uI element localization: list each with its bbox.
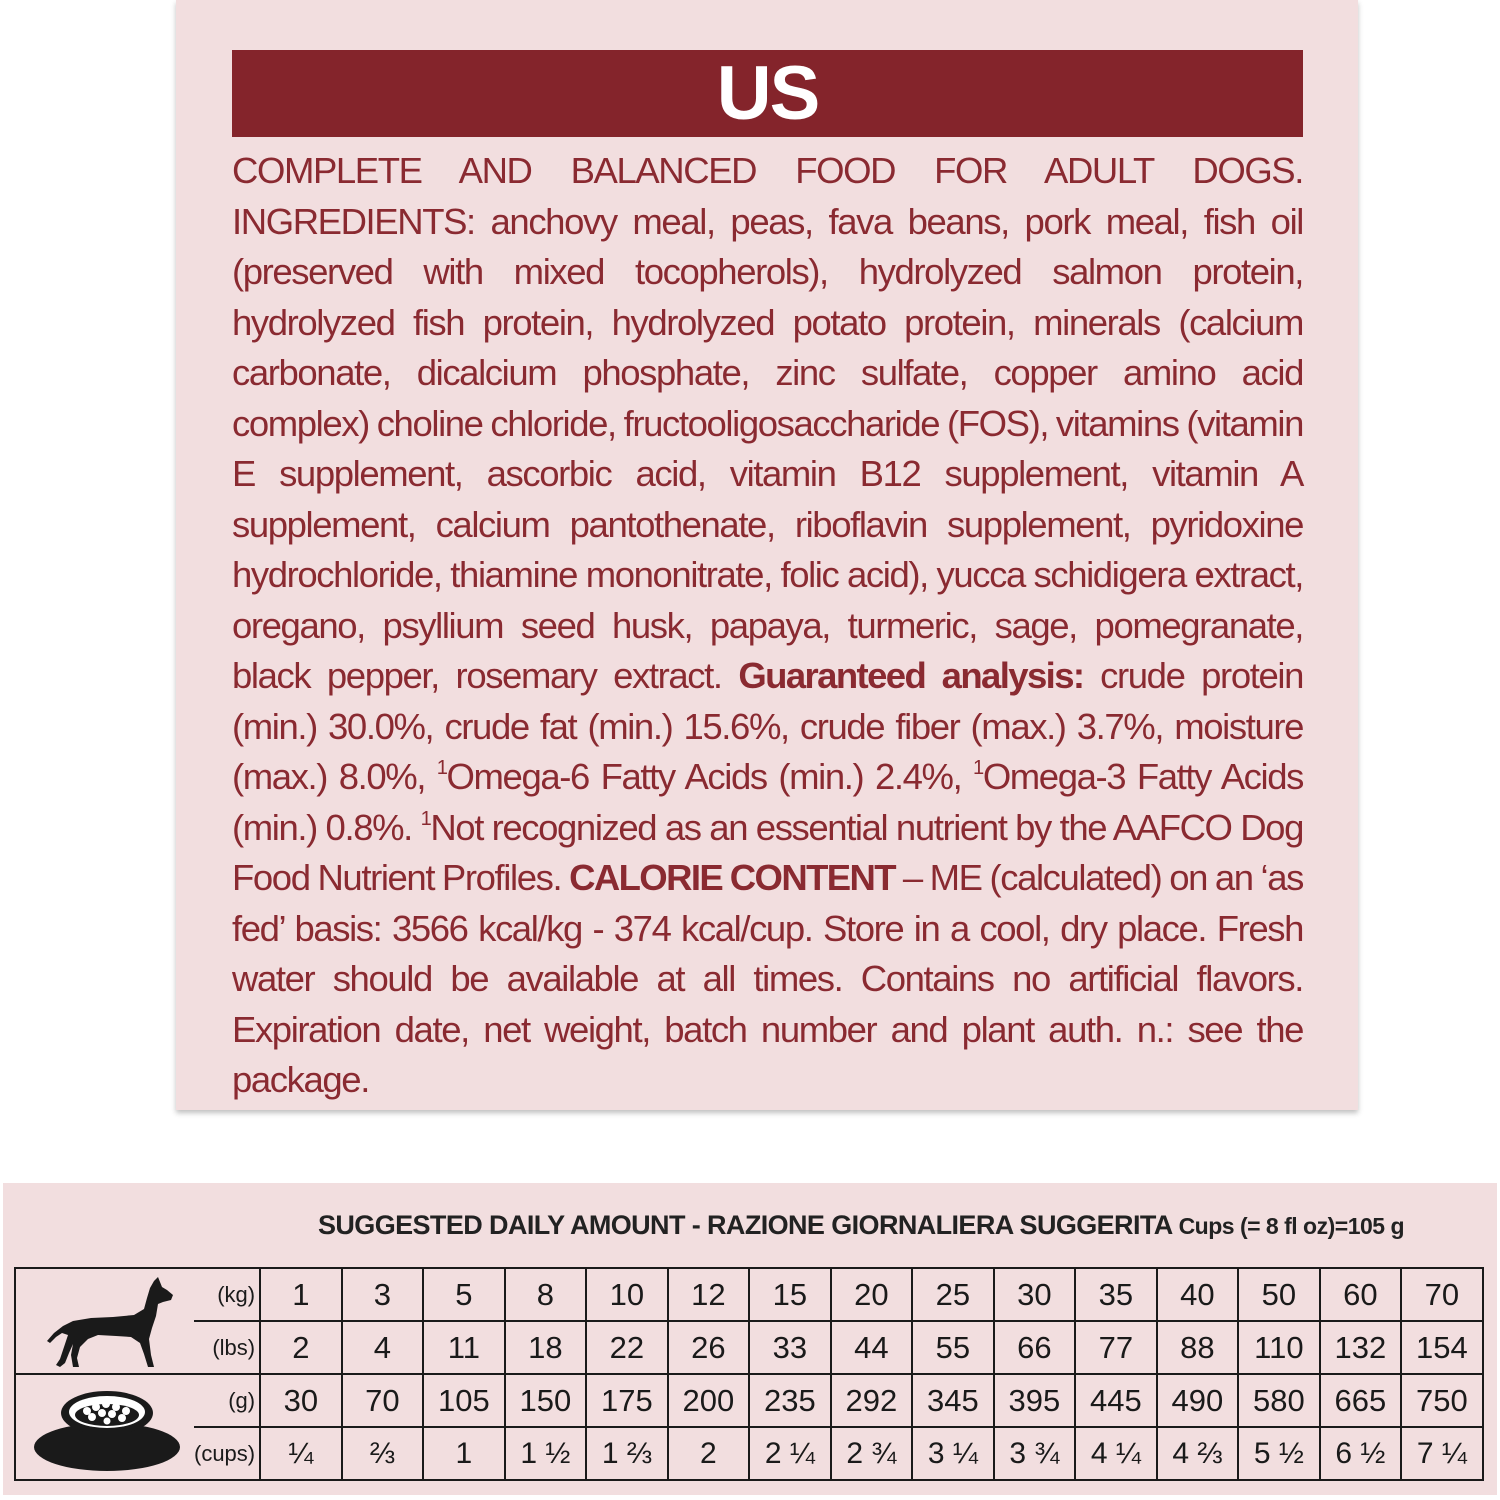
- table-cell: 2: [260, 1321, 342, 1374]
- table-cell: 132: [1320, 1321, 1402, 1374]
- region-banner: US: [232, 50, 1303, 137]
- table-cell: 55: [912, 1321, 994, 1374]
- table-cell: 2 ¾: [831, 1427, 913, 1480]
- table-row: [15, 1374, 1483, 1427]
- table-cell: 1: [260, 1268, 342, 1321]
- table-cell: 18: [505, 1321, 587, 1374]
- table-cell: 200: [668, 1374, 750, 1427]
- table-cell: 150: [505, 1374, 587, 1427]
- guaranteed-analysis-heading: Guaranteed analysis:: [738, 655, 1084, 696]
- table-cell: 44: [831, 1321, 913, 1374]
- table-row: [15, 1321, 1483, 1374]
- table-cell: 5 ½: [1238, 1427, 1320, 1480]
- table-cell: 580: [1238, 1374, 1320, 1427]
- table-cell: 1: [423, 1427, 505, 1480]
- table-cell: 235: [749, 1374, 831, 1427]
- table-cell: 1 ⅔: [586, 1427, 668, 1480]
- table-cell: 33: [749, 1321, 831, 1374]
- table-cell: 66: [994, 1321, 1076, 1374]
- table-cell: 665: [1320, 1374, 1402, 1427]
- table-cell: 60: [1320, 1268, 1402, 1321]
- table-cell: 4 ¼: [1075, 1427, 1157, 1480]
- feeding-title-text: SUGGESTED DAILY AMOUNT - RAZIONE GIORNALIERA SUGGERITA: [318, 1210, 1172, 1240]
- unit-cups: (cups): [194, 1427, 260, 1480]
- table-cell: 35: [1075, 1268, 1157, 1321]
- table-cell: 77: [1075, 1321, 1157, 1374]
- table-cell: 490: [1157, 1374, 1239, 1427]
- table-cell: 154: [1401, 1321, 1483, 1374]
- omega-6-value: Omega-6 Fatty Acids (min.) 2.4%,: [446, 756, 962, 797]
- table-cell: ⅔: [342, 1427, 424, 1480]
- table-cell: 40: [1157, 1268, 1239, 1321]
- dog-icon-cell: [15, 1268, 194, 1374]
- unit-lbs: (lbs): [194, 1321, 260, 1374]
- table-cell: 6 ½: [1320, 1427, 1402, 1480]
- calorie-content-text: – ME (calculated) on an ‘as fed’ basis: 3566 kcal/kg - 374 kcal/cup. Store in a cool, dry place. Fresh water should be available at all times. Contains no artificial flavors. Expiration date, net weight, batch number and plant auth. n.: see the package.: [232, 857, 1303, 1100]
- feeding-table: [14, 1267, 1484, 1481]
- table-cell: ¼: [260, 1427, 342, 1480]
- table-cell: 345: [912, 1374, 994, 1427]
- footnote-mark: 1: [436, 756, 447, 779]
- footnote-mark: 1: [973, 756, 983, 779]
- table-cell: 2: [668, 1427, 750, 1480]
- table-cell: 5: [423, 1268, 505, 1321]
- table-cell: 20: [831, 1268, 913, 1321]
- table-cell: 22: [586, 1321, 668, 1374]
- table-cell: 11: [423, 1321, 505, 1374]
- table-cell: 50: [1238, 1268, 1320, 1321]
- table-cell: 3 ¾: [994, 1427, 1076, 1480]
- table-cell: 30: [994, 1268, 1076, 1321]
- table-cell: 750: [1401, 1374, 1483, 1427]
- unit-kg: (kg): [194, 1268, 260, 1321]
- cups-note: Cups (= 8 fl oz)=105 g: [1178, 1213, 1405, 1239]
- footnote-text: Not recognized as an essential nutrient by the AAFCO Dog Food Nutrient Profiles.: [232, 806, 1303, 898]
- guaranteed-analysis-values: crude protein (min.) 30.0%, crude fat (min.) 15.6%, crude fiber (max.) 3.7%, moisture (max.) 8.0%,: [232, 655, 1303, 797]
- table-cell: 175: [586, 1374, 668, 1427]
- table-cell: 105: [423, 1374, 505, 1427]
- table-cell: 15: [749, 1268, 831, 1321]
- table-cell: 88: [1157, 1321, 1239, 1374]
- table-cell: 12: [668, 1268, 750, 1321]
- table-cell: 70: [342, 1374, 424, 1427]
- footnote-mark: 1: [420, 807, 431, 830]
- table-cell: 8: [505, 1268, 587, 1321]
- table-row: [15, 1268, 1483, 1321]
- table-cell: 70: [1401, 1268, 1483, 1321]
- table-cell: 395: [994, 1374, 1076, 1427]
- dog-silhouette-icon: [46, 1273, 181, 1371]
- table-cell: 445: [1075, 1374, 1157, 1427]
- feeding-title: [318, 1210, 1478, 1241]
- bowl-icon-cell: [15, 1374, 194, 1480]
- table-cell: 292: [831, 1374, 913, 1427]
- table-cell: 3: [342, 1268, 424, 1321]
- table-cell: 7 ¼: [1401, 1427, 1483, 1480]
- table-cell: 4 ⅔: [1157, 1427, 1239, 1480]
- unit-g: (g): [194, 1374, 260, 1427]
- table-cell: 30: [260, 1374, 342, 1427]
- table-cell: 10: [586, 1268, 668, 1321]
- table-cell: 4: [342, 1321, 424, 1374]
- table-cell: 2 ¼: [749, 1427, 831, 1480]
- table-cell: 26: [668, 1321, 750, 1374]
- ingredients-text: [232, 146, 1303, 1106]
- table-cell: 110: [1238, 1321, 1320, 1374]
- table-cell: 25: [912, 1268, 994, 1321]
- table-cell: 1 ½: [505, 1427, 587, 1480]
- ingredients-list: COMPLETE AND BALANCED FOOD FOR ADULT DOGS. INGREDIENTS: anchovy meal, peas, fava beans, pork meal, fish oil (preserved with mixed tocopherols), hydrolyzed salmon protein, hydrolyzed fish protein, hydrolyzed potato protein, minerals (calcium carbonate, dicalcium phosphate, zinc sulfate, copper amino acid complex) choline chloride, fructooligosaccharide (FOS), vitamins (vitamin E supplement, ascorbic acid, vitamin B12 supplement, vitamin A supplement, calcium pantothenate, riboflavin supplement, pyridoxine hydrochloride, thiamine mononitrate, folic acid), yucca schidigera extract, oregano, psyllium seed husk, papaya, turmeric, sage, pomegranate, black pepper, rosemary extract.: [232, 150, 1303, 696]
- table-cell: 3 ¼: [912, 1427, 994, 1480]
- table-row: [15, 1427, 1483, 1480]
- omega-3-value: Omega-3 Fatty Acids (min.) 0.8%.: [232, 756, 1303, 848]
- calorie-content-heading: CALORIE CONTENT: [569, 857, 895, 898]
- food-bowl-icon: [32, 1387, 182, 1473]
